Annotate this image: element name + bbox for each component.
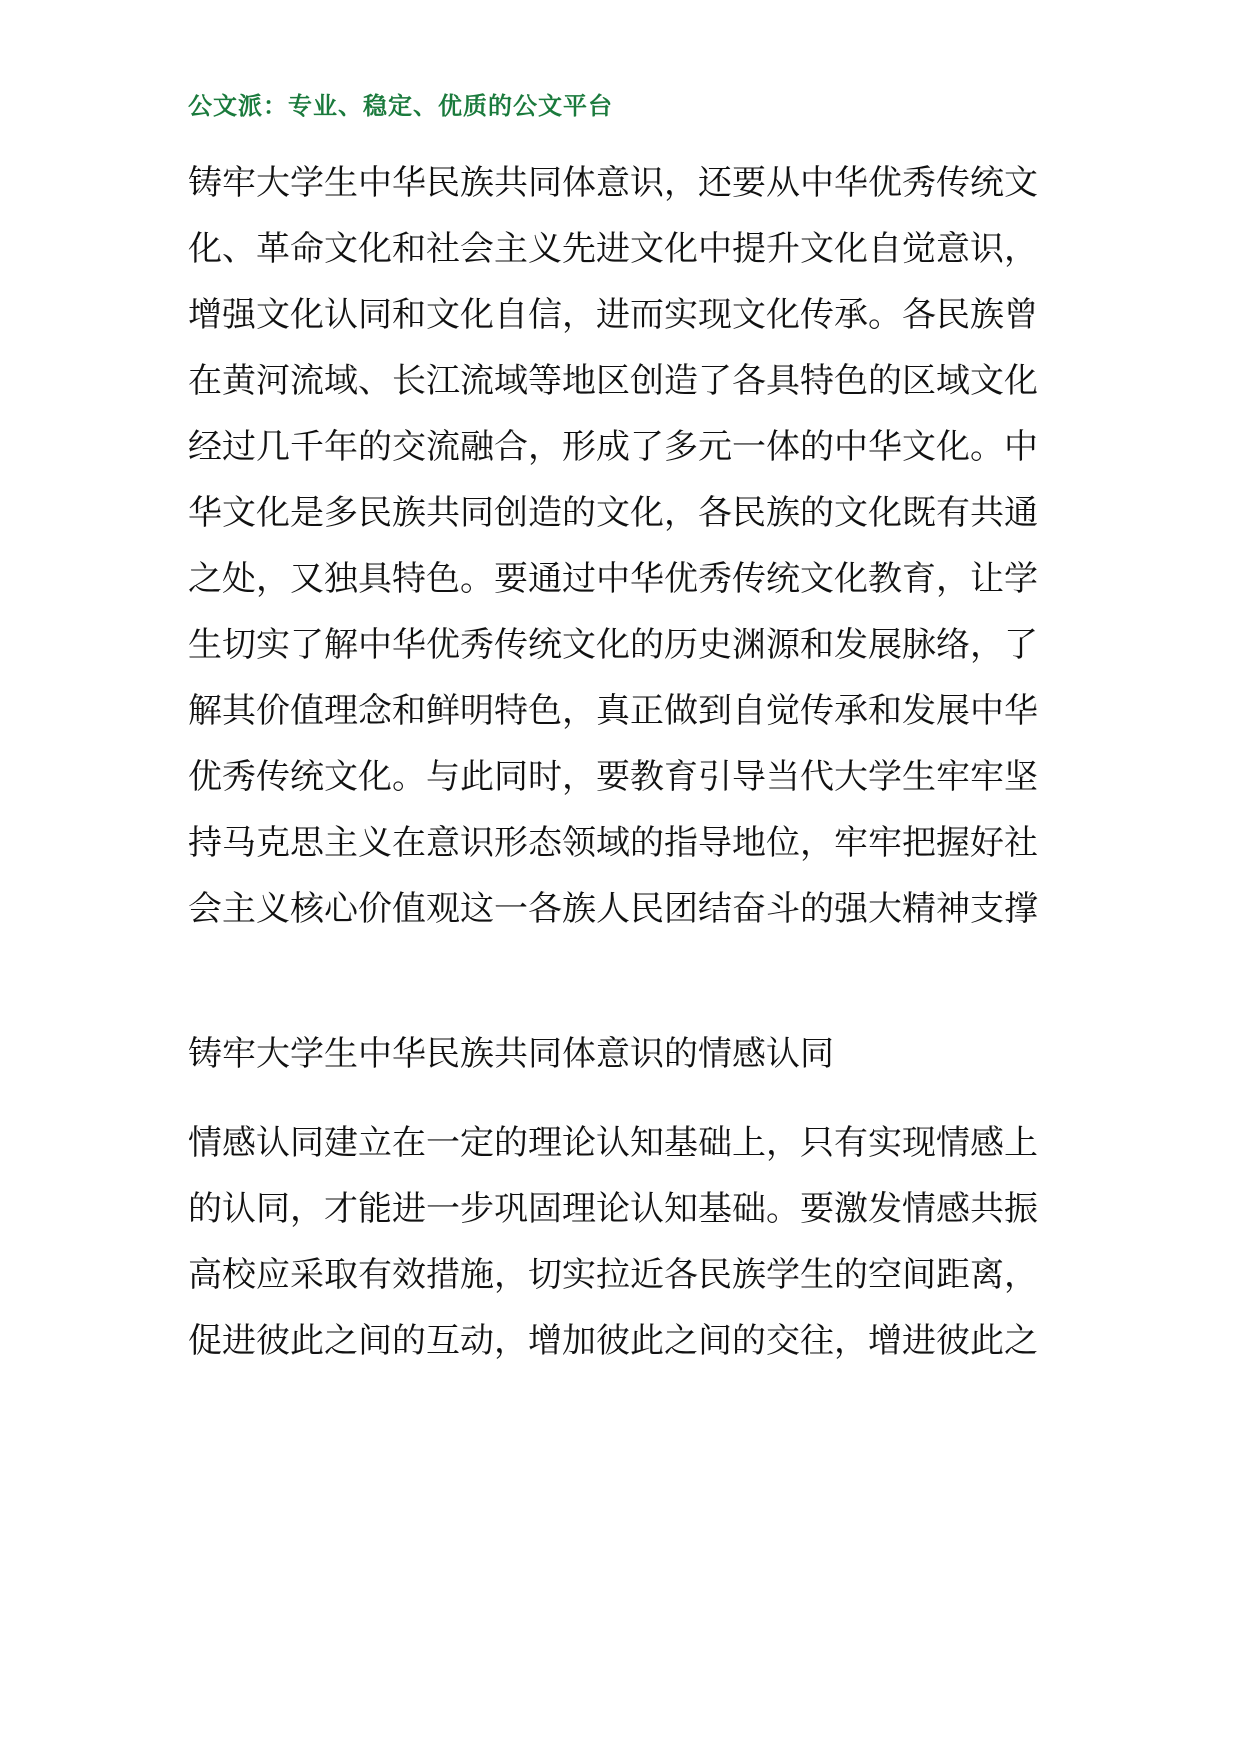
paragraph-line: 铸牢大学生中华民族共同体意识，还要从中华优秀传统文 bbox=[188, 163, 1038, 203]
paragraph-line: 在黄河流域、长江流域等地区创造了各具特色的区域文化 bbox=[188, 361, 1038, 401]
paragraph-line: 化、革命文化和社会主义先进文化中提升文化自觉意识， bbox=[188, 229, 1038, 269]
paragraph-line: 增强文化认同和文化自信，进而实现文化传承。各民族曾 bbox=[188, 295, 1038, 335]
paragraph-line: 解其价值理念和鲜明特色，真正做到自觉传承和发展中华 bbox=[188, 691, 1038, 731]
paragraph-line: 优秀传统文化。与此同时，要教育引导当代大学生牢牢坚 bbox=[188, 757, 1038, 797]
section-heading: 铸牢大学生中华民族共同体意识的情感认同 bbox=[188, 1034, 834, 1074]
paragraph-line: 情感认同建立在一定的理论认知基础上，只有实现情感上 bbox=[188, 1123, 1038, 1163]
paragraph-line: 促进彼此之间的互动，增加彼此之间的交往，增进彼此之 bbox=[188, 1321, 1038, 1361]
paragraph-line: 会主义核心价值观这一各族人民团结奋斗的强大精神支撑 bbox=[188, 889, 1038, 929]
paragraph-line: 之处，又独具特色。要通过中华优秀传统文化教育，让学 bbox=[188, 559, 1038, 599]
paragraph-line: 高校应采取有效措施，切实拉近各民族学生的空间距离， bbox=[188, 1255, 1038, 1295]
paragraph-line: 的认同，才能进一步巩固理论认知基础。要激发情感共振 bbox=[188, 1189, 1038, 1229]
paragraph-line: 经过几千年的交流融合，形成了多元一体的中华文化。中 bbox=[188, 427, 1038, 467]
paragraph-line: 生切实了解中华优秀传统文化的历史渊源和发展脉络，了 bbox=[188, 625, 1038, 665]
site-header-slogan: 公文派：专业、稳定、优质的公文平台 bbox=[188, 92, 613, 120]
paragraph-line: 华文化是多民族共同创造的文化，各民族的文化既有共通 bbox=[188, 493, 1038, 533]
paragraph-line: 持马克思主义在意识形态领域的指导地位，牢牢把握好社 bbox=[188, 823, 1038, 863]
